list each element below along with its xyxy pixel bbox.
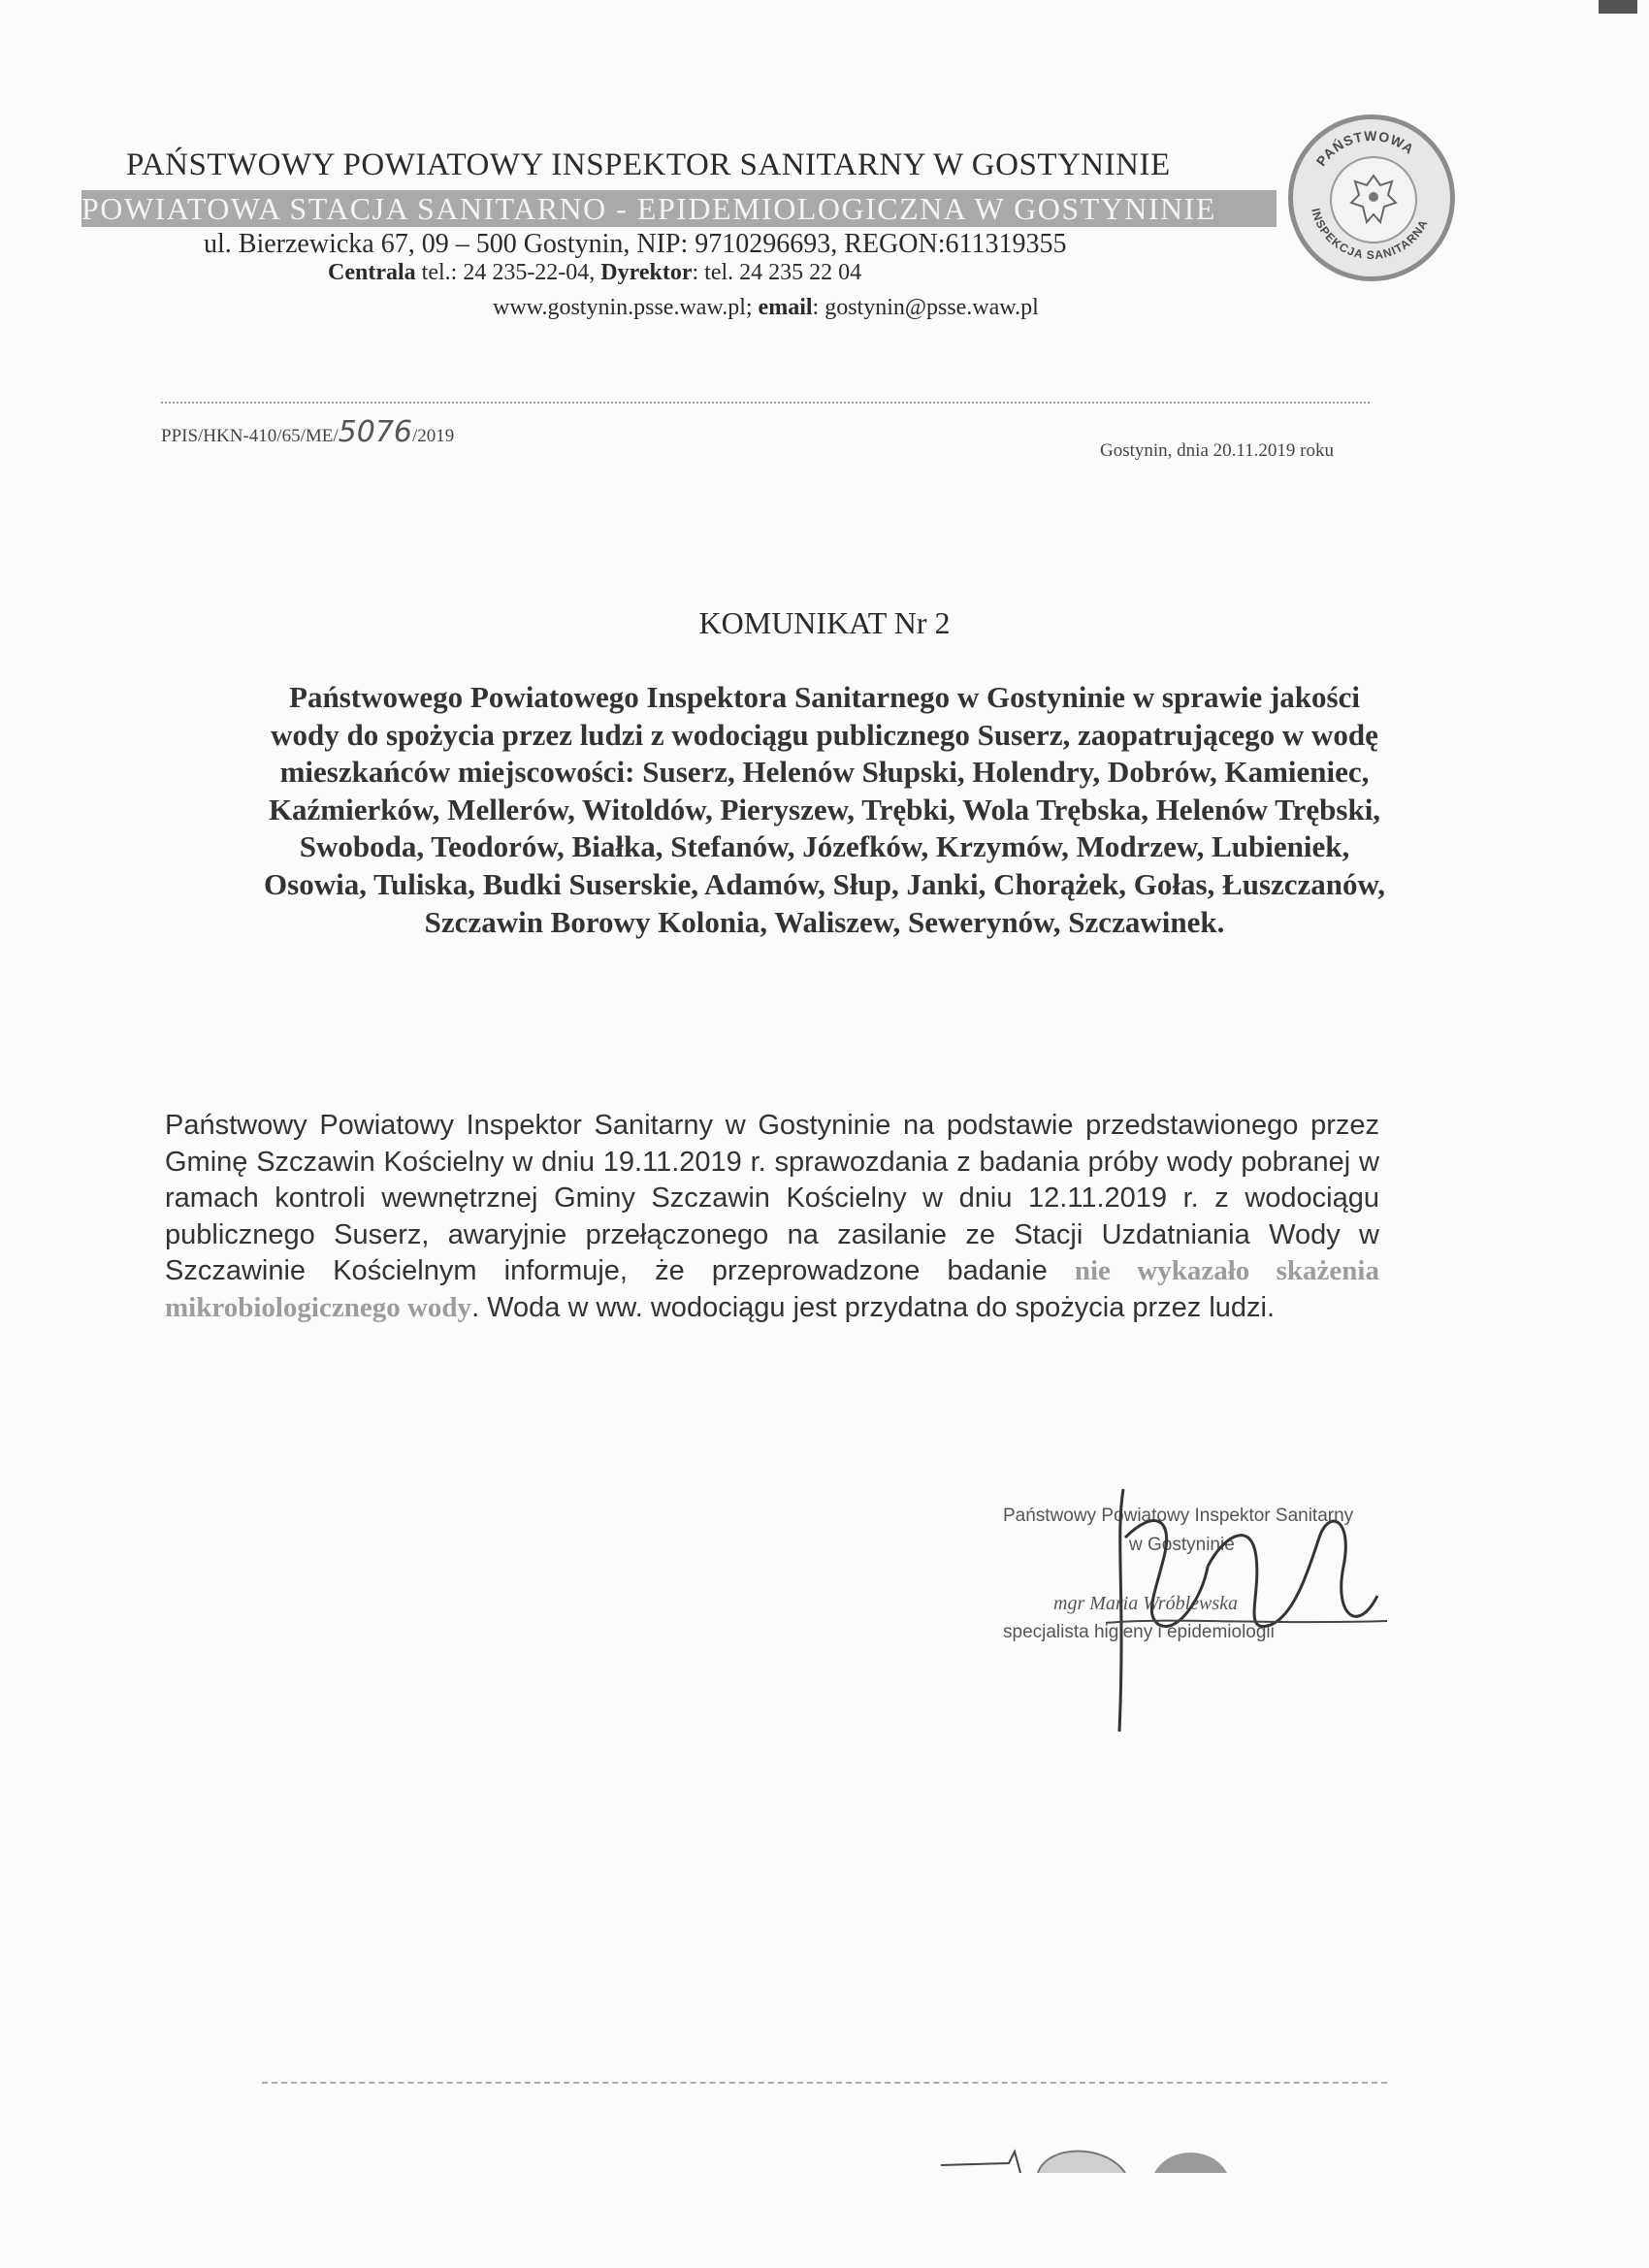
reference-prefix: PPIS/HKN-410/65/ME/ bbox=[161, 426, 339, 446]
dyrektor-value: : tel. 24 235 22 04 bbox=[692, 260, 862, 285]
subject-line: Szczawin Borowy Kolonia, Waliszew, Sewerynów, Szczawinek. bbox=[424, 904, 1225, 939]
reference-suffix: /2019 bbox=[412, 426, 455, 446]
reference-handwritten-number: 5076 bbox=[338, 415, 412, 449]
signature-line-title: Państwowy Powiatowy Inspektor Sanitarny bbox=[1003, 1506, 1354, 1526]
centrala-value: tel.: 24 235-22-04, bbox=[415, 260, 601, 285]
header-divider bbox=[161, 402, 1370, 404]
institution-web bbox=[493, 295, 1039, 321]
subject-line: wody do spożycia przez ludzi z wodociągu publicznego Suserz, zaopatrującego w wodę bbox=[271, 717, 1378, 752]
centrala-label: Centrala bbox=[328, 260, 416, 285]
document-date: Gostynin, dnia 20.11.2019 roku bbox=[1100, 440, 1335, 461]
body-text-end: . Woda w ww. wodociągu jest przydatna do spożycia przez ludzi. bbox=[471, 1291, 1276, 1323]
reference-number bbox=[161, 415, 454, 449]
body-text-start: Państwowy Powiatowy Inspektor Sanitarny w Gostyninie na podstawie przedstawionego przez Gminę Szczawin Kościelny w dniu 19.11.2019 r. sprawozdania z badania próby wody pobranej w ramach kontroli wewnętrznej Gminy Szczawin Kościelny w dniu 12.11.2019 r. z wodociągu publicznego Suserz, awaryjnie przełączonego na zasilanie ze Stacji Uzdatniania Wody w Szczawinie Kościelnym informuje, że przeprowadzone badanie bbox=[165, 1110, 1379, 1286]
seal-bottom-text: INSPEKCJA SANITARNA bbox=[1309, 207, 1431, 263]
email-link[interactable]: : gostynin@psse.waw.pl bbox=[812, 295, 1039, 320]
website-link[interactable]: www.gostynin.psse.waw.pl; bbox=[493, 295, 759, 320]
seal-top-text: PAŃSTWOWA bbox=[1312, 127, 1418, 170]
sanitary-inspection-seal bbox=[1288, 114, 1455, 281]
subject-line: Osowia, Tuliska, Budki Suserskie, Adamów, Słup, Janki, Chorążek, Gołas, Łuszczanów, bbox=[264, 866, 1385, 901]
handwritten-signature bbox=[1086, 1479, 1406, 1741]
subject-line: mieszkańców miejscowości: Suserz, Helenów Słupski, Holendry, Dobrów, Kamieniec, bbox=[279, 755, 1370, 790]
document-subject bbox=[146, 679, 1504, 941]
subject-line: Kaźmierków, Mellerów, Witoldów, Pieryszew, Trębki, Wola Trębska, Helenów Trębski, bbox=[268, 792, 1381, 826]
document-title: KOMUNIKAT Nr 2 bbox=[698, 605, 951, 640]
eagle-emblem-icon bbox=[1330, 156, 1417, 243]
email-label: email bbox=[758, 295, 813, 320]
scan-edge-mark bbox=[1599, 0, 1637, 14]
institution-title: PAŃSTWOWY POWIATOWY INSPEKTOR SANITARNY W GOSTYNINIE bbox=[126, 147, 1171, 182]
footer-divider bbox=[262, 2082, 1387, 2084]
subject-line: Państwowego Powiatowego Inspektora Sanitarnego w Gostyninie w sprawie jakości bbox=[289, 680, 1360, 714]
subject-line: Swoboda, Teodorów, Białka, Stefanów, Józefków, Krzymów, Modrzew, Lubieniek, bbox=[299, 829, 1350, 864]
body-paragraph bbox=[165, 1108, 1379, 1326]
footer-stamp-fragments bbox=[931, 2134, 1242, 2173]
body-highlight-result: nie wykazało skażenia mikrobiologicznego wody bbox=[165, 1255, 1379, 1323]
institution-phones bbox=[328, 260, 861, 286]
dyrektor-label: Dyrektor bbox=[600, 260, 693, 285]
signature-line-name: mgr Maria Wróblewska bbox=[1053, 1593, 1238, 1614]
institution-band: POWIATOWA STACJA SANITARNO - EPIDEMIOLOGICZNA W GOSTYNINIE bbox=[81, 190, 1277, 227]
signature-line-location: w Gostyninie bbox=[1129, 1535, 1235, 1555]
signature-line-specialty: specjalista higieny i epidemiologii bbox=[1003, 1622, 1275, 1642]
institution-address: ul. Bierzewicka 67, 09 – 500 Gostynin, NIP: 9710296693, REGON:611319355 bbox=[204, 229, 1067, 259]
